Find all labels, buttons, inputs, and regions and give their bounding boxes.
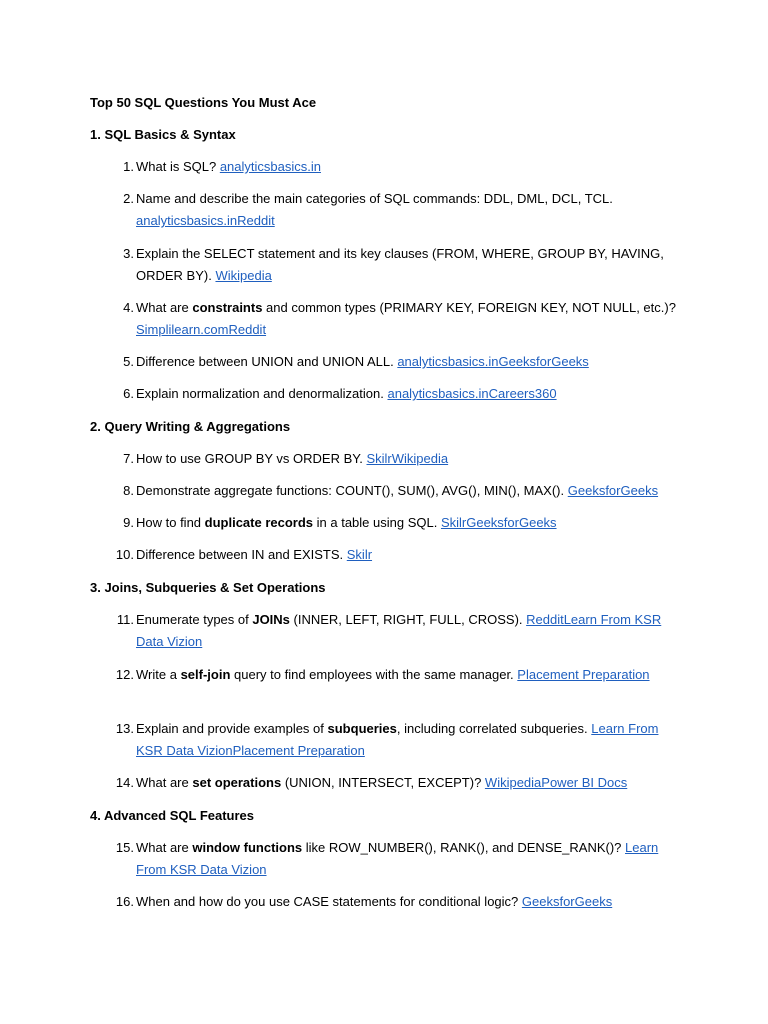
source-link[interactable]: WikipediaPower BI Docs	[484, 775, 628, 790]
question-text: Explain the SELECT statement and its key clauses (FROM, WHERE, GROUP BY, HAVING, ORDER BY). Wikipedia	[136, 246, 664, 283]
question-number: 9.	[123, 515, 134, 530]
source-link[interactable]: analyticsbasics.inGeeksforGeeks	[397, 354, 589, 369]
question-text: Explain normalization and denormalization. analyticsbasics.inCareers360	[136, 386, 557, 401]
question-number: 7.	[123, 451, 134, 466]
question-text: What are constraints and common types (PRIMARY KEY, FOREIGN KEY, NOT NULL, etc.)? Simplilearn.comReddit	[136, 300, 676, 337]
question-number: 14.	[115, 775, 134, 790]
question-text: How to use GROUP BY vs ORDER BY. SkilrWikipedia	[136, 451, 449, 466]
source-link[interactable]: Learn From KSR Data Vizion	[136, 840, 659, 877]
question-number: 6.	[123, 386, 134, 401]
section-heading: 2. Query Writing & Aggregations	[90, 419, 291, 434]
source-link[interactable]: SkilrWikipedia	[366, 451, 449, 466]
question-number: 11.	[116, 612, 134, 627]
question-text: Difference between UNION and UNION ALL. analyticsbasics.inGeeksforGeeks	[136, 354, 589, 369]
question-number: 5.	[123, 354, 134, 369]
question-text: What are window functions like ROW_NUMBER(), RANK(), and DENSE_RANK()? Learn From KSR Data Vizion	[136, 840, 659, 877]
source-link[interactable]: Learn From KSR Data VizionPlacement Preparation	[136, 721, 659, 758]
source-link[interactable]: Simplilearn.comReddit	[136, 322, 267, 337]
question-number: 15.	[115, 840, 134, 855]
section-heading: 1. SQL Basics & Syntax	[90, 127, 236, 142]
source-link[interactable]: GeeksforGeeks	[521, 894, 613, 909]
source-link[interactable]: Skilr	[346, 547, 373, 562]
source-link[interactable]: Placement Preparation	[517, 667, 650, 682]
section-heading: 3. Joins, Subqueries & Set Operations	[90, 580, 326, 595]
section-heading: 4. Advanced SQL Features	[90, 808, 255, 823]
source-link[interactable]: analyticsbasics.in	[219, 159, 321, 174]
question-text: When and how do you use CASE statements for conditional logic? GeeksforGeeks	[136, 894, 613, 909]
question-number: 16.	[115, 894, 134, 909]
question-text: Explain and provide examples of subqueries, including correlated subqueries. Learn From KSR Data VizionPlacement Preparation	[136, 721, 659, 758]
question-number: 4.	[123, 300, 134, 315]
source-link[interactable]: SkilrGeeksforGeeks	[440, 515, 557, 530]
question-number: 3.	[123, 246, 134, 261]
document-title: Top 50 SQL Questions You Must Ace	[90, 95, 317, 110]
question-text: How to find duplicate records in a table using SQL. SkilrGeeksforGeeks	[136, 515, 557, 530]
question-number: 8.	[123, 483, 134, 498]
question-text: Write a self-join query to find employees with the same manager. Placement Preparation	[136, 667, 650, 682]
question-text: Demonstrate aggregate functions: COUNT(), SUM(), AVG(), MIN(), MAX(). GeeksforGeeks	[136, 483, 659, 498]
source-link[interactable]: GeeksforGeeks	[567, 483, 659, 498]
question-text: Difference between IN and EXISTS. Skilr	[136, 547, 373, 562]
question-text: Enumerate types of JOINs (INNER, LEFT, RIGHT, FULL, CROSS). RedditLearn From KSR Data Vizion	[136, 612, 662, 649]
question-number: 13.	[115, 721, 134, 736]
question-text: What is SQL? analyticsbasics.in	[136, 159, 321, 174]
question-text: What are set operations (UNION, INTERSECT, EXCEPT)? WikipediaPower BI Docs	[136, 775, 628, 790]
question-number: 10.	[115, 547, 134, 562]
source-link[interactable]: analyticsbasics.inCareers360	[387, 386, 557, 401]
source-link[interactable]: RedditLearn From KSR Data Vizion	[136, 612, 662, 649]
question-text: Name and describe the main categories of SQL commands: DDL, DML, DCL, TCL. analyticsbasics.inReddit	[136, 191, 613, 228]
source-link[interactable]: Wikipedia	[215, 268, 272, 283]
source-link[interactable]: analyticsbasics.inReddit	[136, 213, 275, 228]
question-number: 12.	[115, 667, 134, 682]
question-number: 2.	[123, 191, 134, 206]
question-number: 1.	[123, 159, 134, 174]
